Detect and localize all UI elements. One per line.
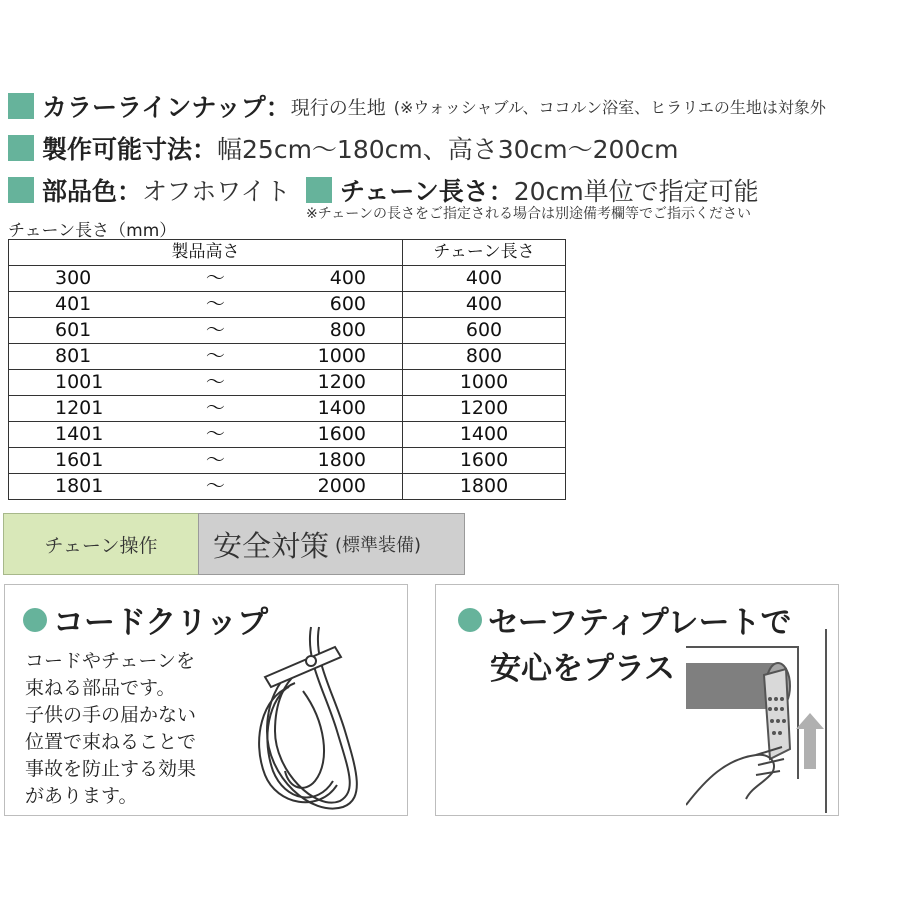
tilde: ～ [197,474,235,500]
height-to: 1400 [234,396,402,422]
header-chain-length: チェーン長さ [403,240,566,266]
chain-note: ※チェーンの長さをご指定される場合は別途備考欄等でご指示ください [306,206,752,222]
cord-clip-panel [4,584,408,816]
chain-value: 1600 [403,448,566,474]
bullet-square-icon [8,135,34,161]
table-row [9,474,566,500]
tab-safety-sublabel: (標準装備) [335,535,422,556]
chain-value: 1000 [403,370,566,396]
bullet-dot-icon [23,608,47,632]
description-line: 子供の手の届かない [25,704,197,726]
spec-part-color [8,172,291,208]
chain-value: 800 [403,344,566,370]
spec-size [8,130,678,166]
height-from: 601 [9,318,197,344]
chain-value: 600 [403,318,566,344]
tilde: ～ [197,396,235,422]
table-row [9,422,566,448]
tab-safety-measures[interactable] [198,513,465,575]
chain-value: 1200 [403,396,566,422]
tab-chain-operation-label: チェーン操作 [44,534,158,557]
bullet-square-icon [8,93,34,119]
chain-value: 1800 [403,474,566,500]
table-row [9,396,566,422]
height-from: 801 [9,344,197,370]
tilde: ～ [197,370,235,396]
header-product-height: 製品高さ [9,240,403,266]
chain-value: 1400 [403,422,566,448]
chain-value: 400 [403,266,566,292]
height-from: 1801 [9,474,197,500]
table-row [9,318,566,344]
height-to: 1000 [234,344,402,370]
height-to: 600 [234,292,402,318]
table-row [9,448,566,474]
table-row [9,370,566,396]
height-to: 2000 [234,474,402,500]
part-value: オフホワイト [142,177,291,206]
tilde: ～ [197,292,235,318]
tab-chain-operation[interactable] [3,513,199,575]
part-label: 部品色： [42,177,143,206]
chain-value: 400 [403,292,566,318]
size-value: 幅25cm～180cm、高さ30cm～200cm [217,135,679,164]
description-line: があります。 [25,785,138,807]
chain-length-table [8,239,566,500]
safety-plate-panel [435,584,839,816]
bullet-dot-icon [458,608,482,632]
height-to: 1800 [234,448,402,474]
chain-label: チェーン長さ： [340,177,514,206]
chain-value: 20cm単位で指定可能 [513,177,759,206]
color-value: 現行の生地 [290,96,386,119]
cord-clip-description [25,648,196,810]
cord-clip-title: コードクリップ [53,605,269,641]
description-line: 事故を防止する効果 [25,758,197,780]
height-from: 1601 [9,448,197,474]
safety-plate-title-2: 安心をプラス [490,651,676,687]
safety-plate-illustration [686,629,836,813]
table-row [9,344,566,370]
description-line: 位置で束ねることで [25,731,197,753]
tilde: ～ [197,318,235,344]
height-to: 1600 [234,422,402,448]
table-row [9,266,566,292]
spec-color [8,88,826,124]
tilde: ～ [197,448,235,474]
table-header-row [9,240,566,266]
tilde: ～ [197,422,235,448]
tilde: ～ [197,344,235,370]
height-to: 1200 [234,370,402,396]
table-row [9,292,566,318]
color-label: カラーラインナップ： [42,93,291,122]
size-label: 製作可能寸法： [42,135,218,164]
safety-plate-title: セーフティプレートで [488,605,792,641]
description-line: 束ねる部品です。 [25,677,176,699]
tab-safety-label: 安全対策 [213,528,330,563]
height-from: 1201 [9,396,197,422]
cord-clip-heading [23,597,268,642]
cord-clip-illustration [245,621,405,811]
bullet-square-icon [306,177,332,203]
bullet-square-icon [8,177,34,203]
height-from: 300 [9,266,197,292]
height-to: 800 [234,318,402,344]
height-to: 400 [234,266,402,292]
color-note: (※ウォッシャブル、ココルン浴室、ヒラリエの生地は対象外 [393,97,826,117]
tilde: ～ [197,266,235,292]
height-from: 1401 [9,422,197,448]
height-from: 401 [9,292,197,318]
description-line: コードやチェーンを [25,650,196,672]
height-from: 1001 [9,370,197,396]
table-caption: チェーン長さ（mm） [8,221,177,241]
